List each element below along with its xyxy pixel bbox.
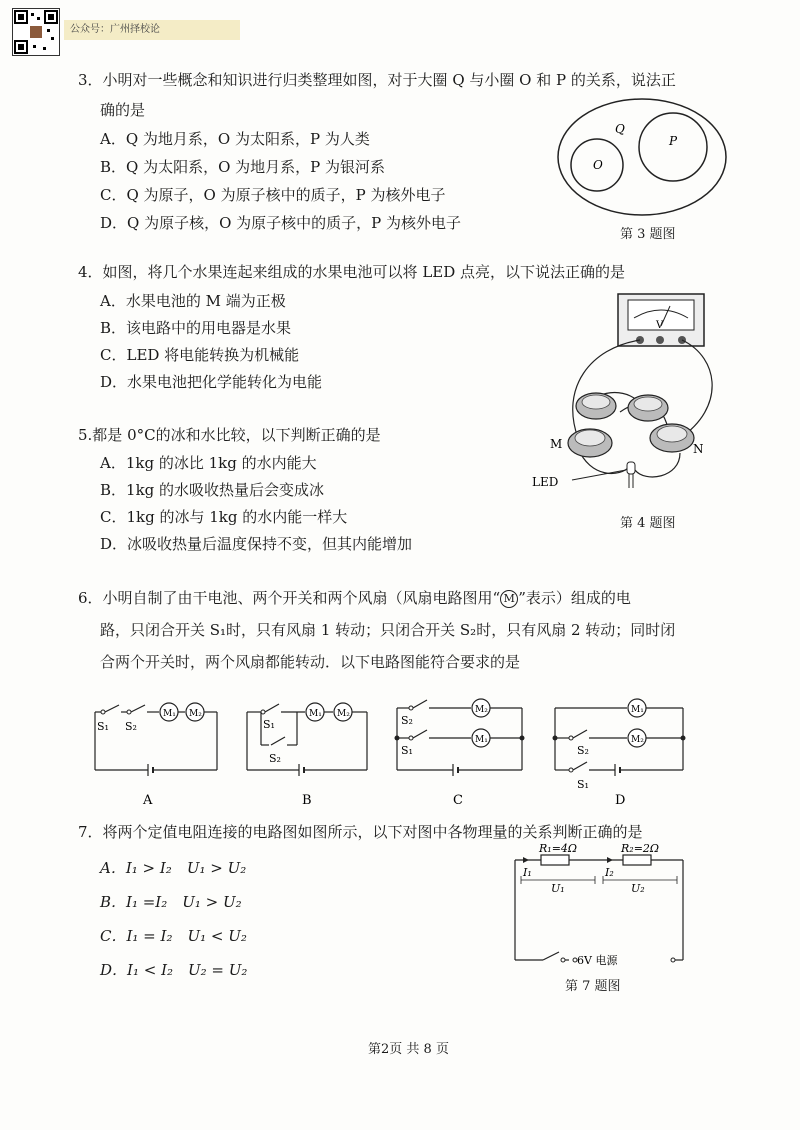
q3-option-b: B．Q 为太阳系，O 为地月系，P 为银河系 — [100, 158, 386, 176]
q7-figure-circuit — [505, 840, 695, 975]
q4-meter-label: V — [656, 320, 664, 331]
q6-stem-line1b: ”表示）组成的电 — [518, 589, 631, 607]
c-m1: M₁ — [475, 735, 488, 745]
a-m1: M₁ — [163, 709, 176, 719]
qr-code-graphic — [13, 9, 59, 55]
q3-stem-line1: 3．小明对一些概念和知识进行归类整理如图，对于大圈 Q 与小圈 O 和 P 的关系，说法正 — [78, 71, 676, 89]
q7-u2: U₂ — [631, 882, 645, 895]
q4-label-n: N — [693, 442, 704, 456]
q3-option-c: C．Q 为原子，O 为原子核中的质子，P 为核外电子 — [100, 186, 446, 204]
d-m2: M₂ — [631, 735, 644, 745]
q7-u1: U₁ — [551, 882, 565, 895]
c-s1: S₁ — [401, 744, 413, 757]
q7-option-c: C．I₁ = I₂ U₁ < U₂ — [100, 927, 247, 945]
q4-label-m: M — [550, 437, 563, 451]
a-m2: M₂ — [189, 709, 202, 719]
q3-figure-circles — [555, 95, 730, 220]
b-m1: M₁ — [309, 709, 322, 719]
circuit-d-label: D — [615, 793, 626, 808]
q5-stem-line1: 5.都是 0°C的冰和水比较，以下判断正确的是 — [78, 426, 381, 444]
q3-caption: 第 3 题图 — [620, 227, 676, 242]
q7-option-d: D．I₁ < I₂ U₂ = U₂ — [100, 961, 248, 979]
qr-code — [12, 8, 60, 56]
q7-caption: 第 7 题图 — [565, 979, 621, 994]
motor-symbol: M — [500, 590, 518, 608]
q6-stem-line2: 路，只闭合开关 S₁时，只有风扇 1 转动；只闭合开关 S₂时，只有风扇 2 转动；同时闭 — [100, 621, 676, 639]
header-banner: 公众号：广州择校论 — [64, 20, 240, 40]
q4-caption: 第 4 题图 — [620, 516, 676, 531]
q5-option-a: A．1kg 的冰比 1kg 的水内能大 — [100, 454, 317, 472]
q7-source: 6V 电源 — [577, 954, 618, 967]
q6-stem-line1a: 6．小明自制了由干电池、两个开关和两个风扇（风扇电路图用“ — [78, 589, 501, 607]
circuit-a — [95, 703, 217, 808]
q6-stem-line1 — [78, 588, 631, 608]
q3-label-p: P — [669, 134, 678, 148]
q4-option-d: D．水果电池把化学能转化为电能 — [100, 373, 323, 391]
circuit-a-label: A — [143, 793, 153, 808]
circuit-b — [247, 703, 367, 808]
q4-option-c: C．LED 将电能转换为机械能 — [100, 346, 300, 364]
d-s1: S₁ — [577, 778, 589, 791]
q7-option-b: B．I₁ =I₂ U₁ > U₂ — [100, 893, 242, 911]
q5-option-c: C．1kg 的冰与 1kg 的水内能一样大 — [100, 508, 348, 526]
q5-option-d: D．冰吸收热量后温度保持不变，但其内能增加 — [100, 535, 413, 553]
a-s2: S₂ — [125, 720, 137, 733]
q4-option-a: A．水果电池的 M 端为正极 — [100, 292, 286, 310]
c-m2: M₂ — [475, 705, 488, 715]
q7-option-a: A．I₁ > I₂ U₁ > U₂ — [100, 859, 247, 877]
a-s1: S₁ — [97, 720, 109, 733]
q4-option-b: B．该电路中的用电器是水果 — [100, 319, 292, 337]
q7-i1: I₁ — [523, 866, 532, 879]
q3-label-q: Q — [615, 122, 625, 136]
q7-i2: I₂ — [605, 866, 614, 879]
q6-circuit-diagrams — [85, 690, 700, 810]
c-s2: S₂ — [401, 714, 413, 727]
q3-label-o: O — [593, 158, 603, 172]
q4-stem-line1: 4．如图，将几个水果连起来组成的水果电池可以将 LED 点亮，以下说法正确的是 — [78, 263, 626, 281]
q7-r2: R₂=2Ω — [621, 842, 660, 855]
d-m1: M₁ — [631, 705, 644, 715]
q6-stem-line3: 合两个开关时，两个风扇都能转动．以下电路图能符合要求的是 — [100, 653, 521, 671]
q4-figure-fruit-battery — [530, 288, 730, 506]
b-s1: S₁ — [263, 718, 275, 731]
q5-option-b: B．1kg 的水吸收热量后会变成冰 — [100, 481, 325, 499]
page-number: 第2页 共 8 页 — [368, 1042, 449, 1057]
circuit-c-label: C — [453, 793, 463, 808]
q3-option-d: D．Q 为原子核，O 为原子核中的质子，P 为核外电子 — [100, 214, 462, 232]
b-m2: M₂ — [337, 709, 350, 719]
b-s2: S₂ — [269, 752, 281, 765]
circuit-b-label: B — [302, 793, 312, 808]
q4-label-led: LED — [532, 475, 559, 489]
circuit-d — [553, 699, 686, 808]
circuit-c — [395, 699, 525, 808]
d-s2: S₂ — [577, 744, 589, 757]
q7-stem-line1: 7．将两个定值电阻连接的电路图如图所示，以下对图中各物理量的关系判断正确的是 — [78, 823, 643, 841]
q7-r1: R₁=4Ω — [539, 842, 578, 855]
q3-option-a: A．Q 为地月系，O 为太阳系，P 为人类 — [100, 130, 370, 148]
q3-stem-line2: 确的是 — [100, 101, 146, 119]
